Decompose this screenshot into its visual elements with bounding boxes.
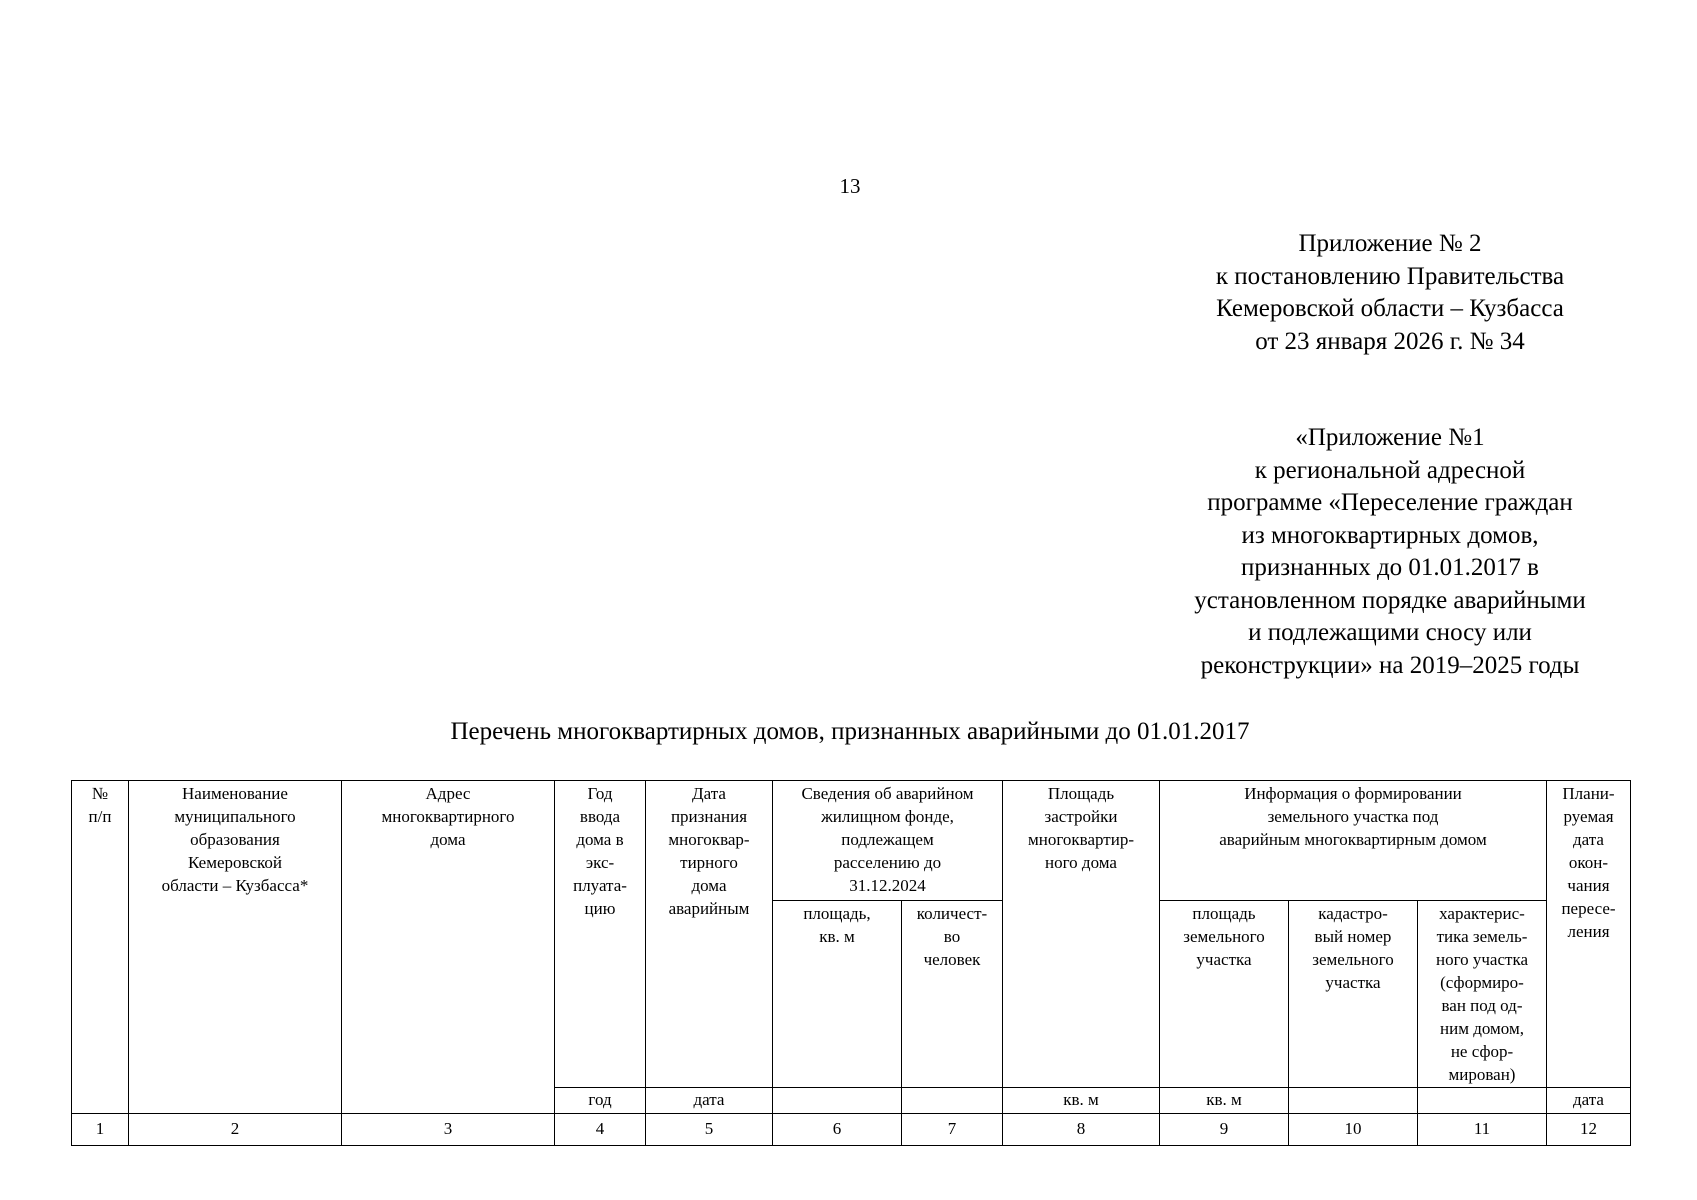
appendix-2-line: к постановлению Правительства: [1215, 262, 1565, 290]
unit-cell: дата: [646, 1088, 773, 1114]
header-cell-people-count: количест- во человек: [902, 901, 1003, 1088]
unit-cell: год: [555, 1088, 646, 1114]
emergency-houses-table: [71, 780, 1631, 1146]
appendix-1-line: к региональной адресной: [1254, 456, 1526, 484]
table-column-numbers-row: [72, 1114, 1631, 1146]
appendix-2-heading: [1140, 228, 1640, 358]
document-title: Перечень многоквартирных домов, признанных аварийными до 01.01.2017: [450, 718, 1250, 745]
column-number-cell: 5: [646, 1114, 773, 1146]
unit-cell: дата: [1547, 1088, 1631, 1114]
appendix-2-line: Кемеровской области – Кузбасса: [1216, 295, 1564, 322]
column-number-cell: 7: [902, 1114, 1003, 1146]
column-number-cell: 12: [1547, 1114, 1631, 1146]
header-cell-number: № п/п: [72, 781, 129, 1114]
column-number-cell: 1: [72, 1114, 129, 1146]
header-cell-building-area: Площадь застройки многоквартир- ного дома: [1003, 781, 1160, 1088]
header-cell-emergency-fund: Сведения об аварийном жилищном фонде, подлежащем расселению до 31.12.2024: [773, 781, 1003, 901]
unit-cell: [773, 1088, 902, 1114]
column-number-cell: 2: [129, 1114, 342, 1146]
unit-cell: [902, 1088, 1003, 1114]
header-cell-planned-end-date: Плани- руемая дата окон- чания пересе- ления: [1547, 781, 1631, 1088]
table-header-row: [72, 781, 1631, 901]
column-number-cell: 11: [1418, 1114, 1547, 1146]
unit-cell: кв. м: [1003, 1088, 1160, 1114]
header-cell-emergency-date: Дата признания многоквар- тирного дома аварийным: [646, 781, 773, 1088]
unit-cell: кв. м: [1160, 1088, 1289, 1114]
appendix-1-line: признанных до 01.01.2017 в: [1241, 554, 1539, 581]
header-cell-area: площадь, кв. м: [773, 901, 902, 1088]
page-number: 13: [839, 174, 861, 198]
column-number-cell: 9: [1160, 1114, 1289, 1146]
header-cell-land-area: площадь земельного участка: [1160, 901, 1289, 1088]
appendix-1-heading: [1140, 422, 1640, 682]
column-number-cell: 10: [1289, 1114, 1418, 1146]
appendix-2-line: Приложение № 2: [1298, 230, 1482, 257]
appendix-2-line: от 23 января 2026 г. № 34: [1255, 327, 1525, 355]
appendix-1-line: установленном порядке аварийными: [1194, 586, 1586, 614]
column-number-cell: 4: [555, 1114, 646, 1146]
unit-cell: [1418, 1088, 1547, 1114]
header-cell-land-characteristic: характерис- тика земель- ного участка (сформиро- ван под од- ним домом, не сфор- мирован): [1418, 901, 1547, 1088]
header-cell-land-plot-info: Информация о формировании земельного участка под аварийным многоквартирным домом: [1160, 781, 1547, 901]
column-number-cell: 6: [773, 1114, 902, 1146]
header-cell-commission-year: Год ввода дома в экс- плуата- цию: [555, 781, 646, 1088]
appendix-1-line: и подлежащими сносу или: [1248, 619, 1532, 646]
column-number-cell: 3: [342, 1114, 555, 1146]
header-cell-address: Адрес многоквартирного дома: [342, 781, 555, 1114]
unit-cell: [1289, 1088, 1418, 1114]
column-number-cell: 8: [1003, 1114, 1160, 1146]
header-cell-municipality: Наименование муниципального образования Кемеровской области – Кузбасса*: [129, 781, 342, 1114]
appendix-1-line: из многоквартирных домов,: [1241, 521, 1539, 549]
appendix-1-line: программе «Переселение граждан: [1207, 489, 1573, 516]
appendix-1-line: «Приложение №1: [1295, 424, 1485, 451]
appendix-1-line: реконструкции» на 2019–2025 годы: [1200, 651, 1580, 679]
header-cell-cadastral-number: кадастро- вый номер земельного участка: [1289, 901, 1418, 1088]
